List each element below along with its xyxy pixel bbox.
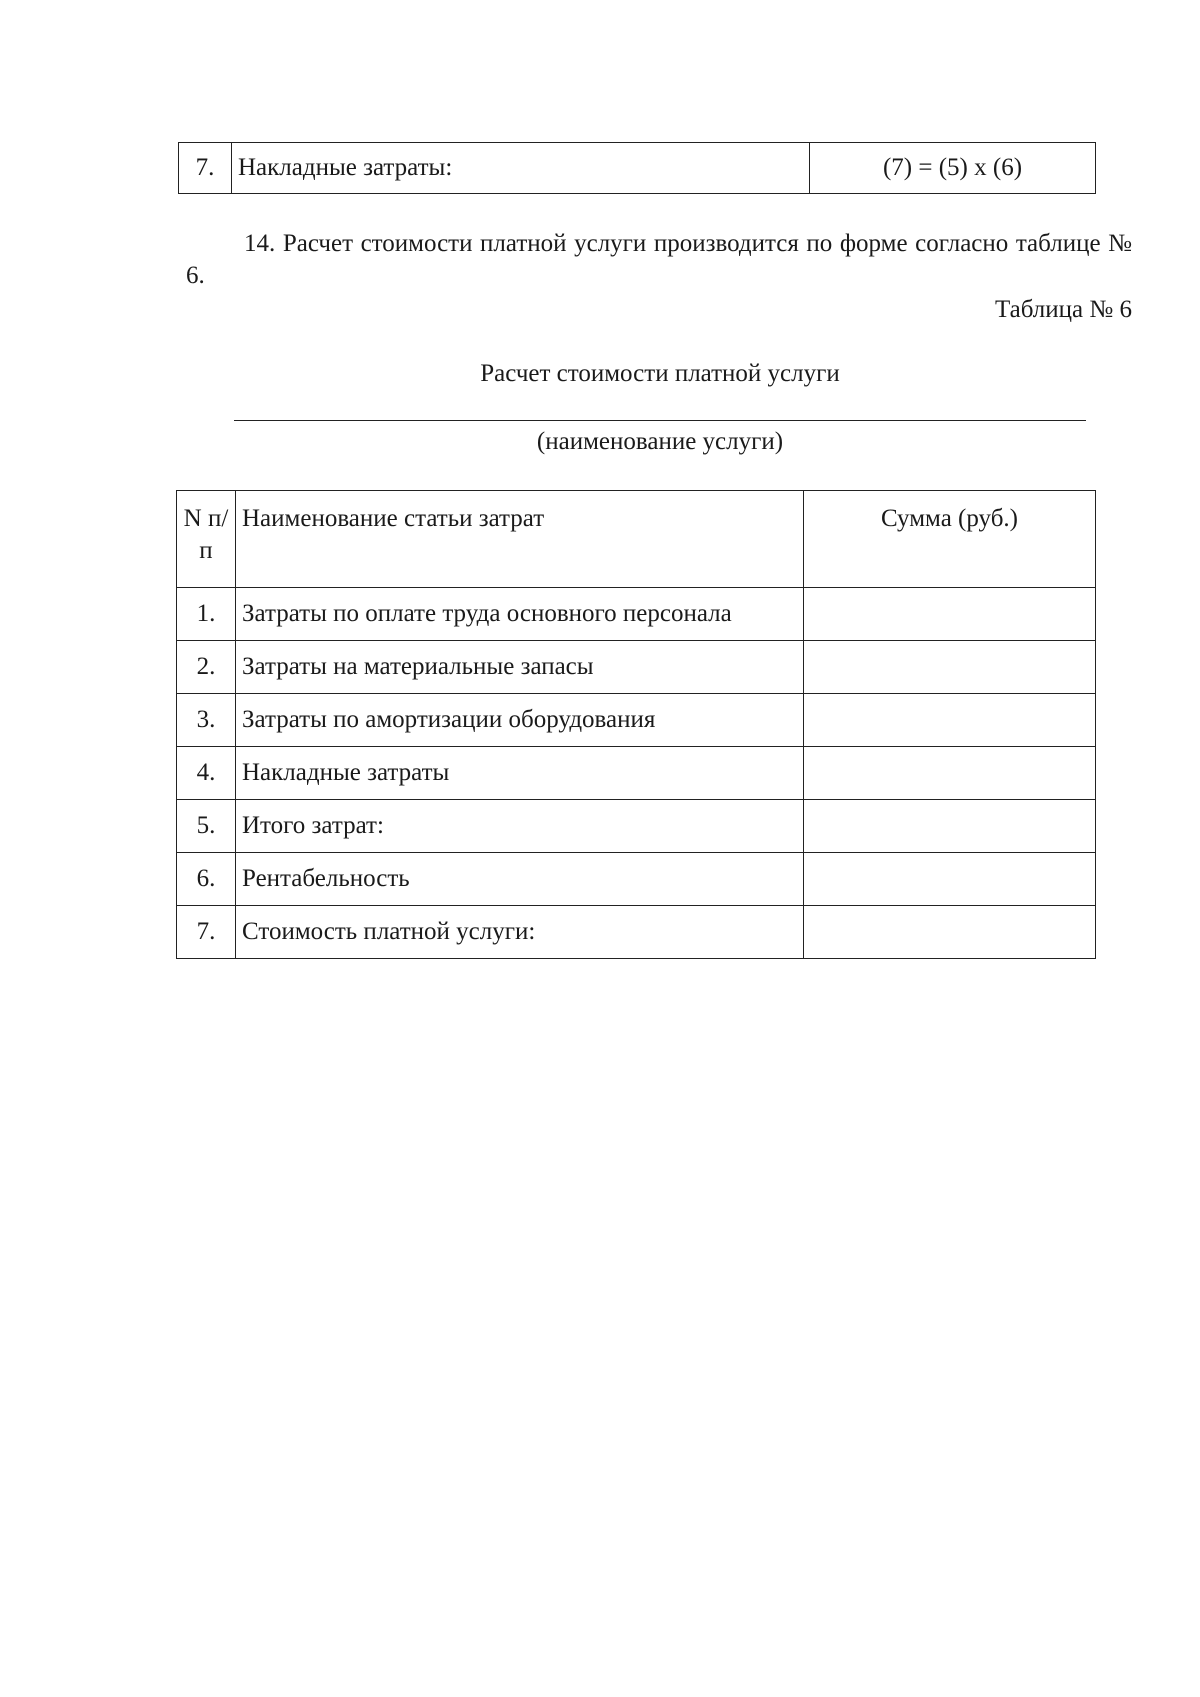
row-number: 7. (179, 143, 232, 194)
table-row (177, 853, 1096, 906)
row-sum (804, 747, 1096, 800)
table-label: Таблица № 6 (994, 296, 1132, 323)
table-row (177, 641, 1096, 694)
table-header-row (177, 491, 1096, 588)
service-name-blank-line (234, 420, 1086, 421)
row-number: 5. (177, 800, 236, 853)
row-number: 4. (177, 747, 236, 800)
row-sum (804, 694, 1096, 747)
row-name: Итого затрат: (236, 800, 804, 853)
paragraph-14: 14. Расчет стоимости платной услуги производится по форме согласно таблице № 6. (186, 230, 1132, 289)
continuation-table (178, 142, 1096, 194)
table-row (177, 694, 1096, 747)
row-sum (804, 906, 1096, 959)
row-name: Затраты на материальные запасы (236, 641, 804, 694)
header-num: N п/п (177, 491, 236, 588)
table-row (177, 588, 1096, 641)
row-sum (804, 853, 1096, 906)
row-number: 2. (177, 641, 236, 694)
table-row (177, 800, 1096, 853)
table-row (177, 906, 1096, 959)
table-row (179, 143, 1096, 194)
row-sum (804, 641, 1096, 694)
row-sum (804, 588, 1096, 641)
service-name-caption: (наименование услуги) (536, 428, 784, 455)
table-row (177, 747, 1096, 800)
row-name: Накладные затраты (236, 747, 804, 800)
row-name: Затраты по амортизации оборудования (236, 694, 804, 747)
row-name: Затраты по оплате труда основного персонала (236, 588, 804, 641)
row-number: 1. (177, 588, 236, 641)
row-name: Накладные затраты: (232, 143, 810, 194)
cost-table (176, 490, 1096, 959)
header-name: Наименование статьи затрат (236, 491, 804, 588)
header-sum: Сумма (руб.) (804, 491, 1096, 588)
row-name: Рентабельность (236, 853, 804, 906)
table-heading: Расчет стоимости платной услуги (480, 360, 840, 387)
row-number: 7. (177, 906, 236, 959)
row-formula: (7) = (5) x (6) (810, 143, 1096, 194)
row-number: 6. (177, 853, 236, 906)
row-name: Стоимость платной услуги: (236, 906, 804, 959)
row-sum (804, 800, 1096, 853)
row-number: 3. (177, 694, 236, 747)
